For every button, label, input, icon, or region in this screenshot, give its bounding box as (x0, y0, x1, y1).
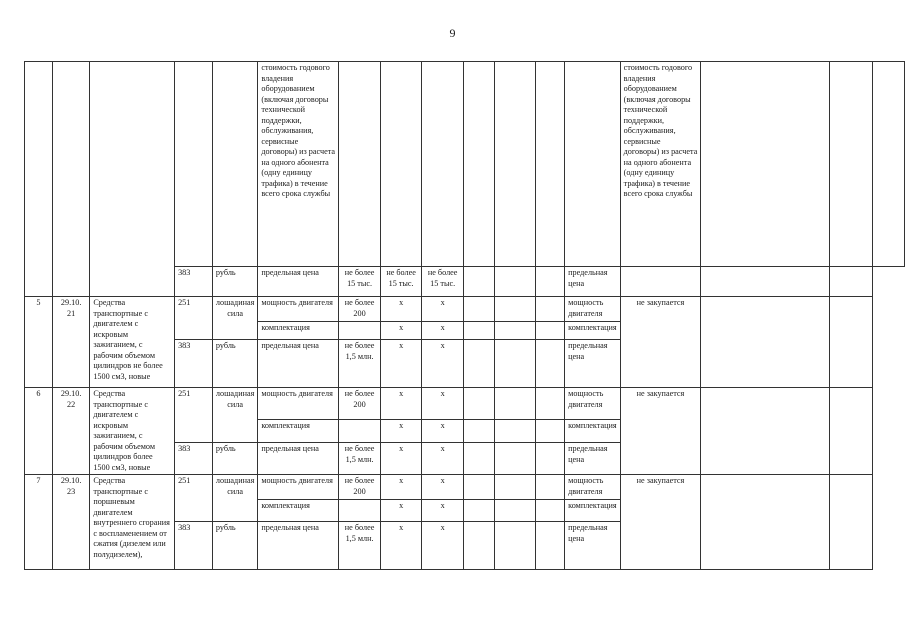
table-row: 6 29.10. 22 Средства транспортные с двигателем с искровым зажиганием, с рабочим объемом цилиндров более 1500 см3, новые 251 лошадиная сила мощность двигателя не более 200 x x мощность двигателя не закупается (25, 388, 905, 420)
table-row: комплектация x x комплектация (25, 500, 905, 522)
table-row: 383 рубль предельная цена не более 15 тыс. не более 15 тыс. не более 15 тыс. предельная цена (25, 267, 905, 297)
table-row: 7 29.10. 23 Средства транспортные с поршневым двигателем внутреннего сгорания с воспламенением от сжатия (дизелем или полудизелем), 251 лошадиная сила мощность двигателя не более 200 x x мощность двигателя не закупается (25, 475, 905, 500)
table-row: 383 рубль предельная цена не более 1,5 млн. x x предельная цена (25, 522, 905, 570)
table-row: 383 рубль предельная цена не более 1,5 млн. x x предельная цена (25, 340, 905, 388)
table-row: комплектация x x комплектация (25, 419, 905, 442)
characteristic-cell: стоимость годового владения оборудованием (включая договоры технической поддержки, обслуживания, сервисные договоры) из расчета на одного абонента (одну единицу трафика) в течение всего срока службы (620, 62, 701, 267)
table-row (25, 62, 905, 267)
table-row: комплектация x x комплектация (25, 322, 905, 340)
table-row: 5 29.10. 21 Средства транспортные с двигателем с искровым зажиганием, с рабочим объемом цилиндров не более 1500 см3, новые 251 лошадиная сила мощность двигателя не более 200 x x мощность двигателя не закупается (25, 297, 905, 322)
table-row: 383 рубль предельная цена не более 1,5 млн. x x предельная цена (25, 443, 905, 475)
requirements-table (24, 61, 905, 570)
characteristic-cell: стоимость годового владения оборудованием (включая договоры технической поддержки, обслуживания, сервисные договоры) из расчета на одного абонента (одну единицу трафика) в течение всего срока службы (258, 62, 339, 267)
page-number: 9 (449, 26, 456, 40)
